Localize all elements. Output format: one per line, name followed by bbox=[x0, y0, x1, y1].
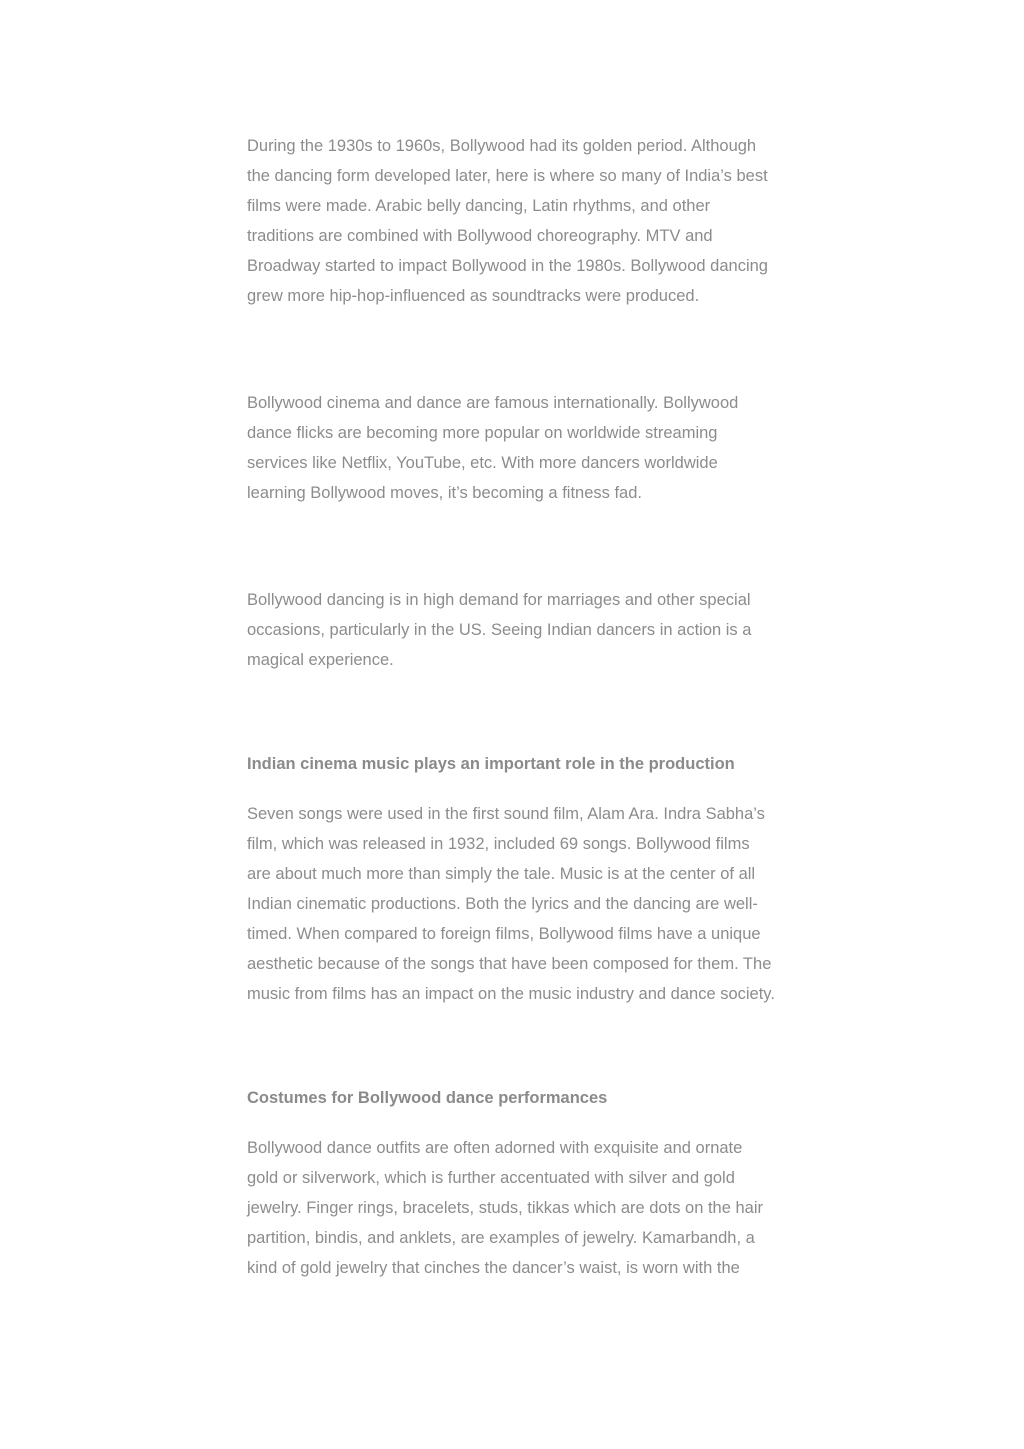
spacer bbox=[247, 508, 775, 585]
spacer bbox=[247, 1009, 775, 1086]
paragraph-golden-period: During the 1930s to 1960s, Bollywood had its golden period. Although the dancing form developed later, here is where so many of India’s best films were made. Arabic belly dancing, Latin rhythms, and other traditions are combined with Bollywood choreography. MTV and Broadway started to impact Bollywood in the 1980s. Bollywood dancing grew more hip-hop-influenced as soundtracks were produced. bbox=[247, 137, 768, 305]
section-heading-costumes: Costumes for Bollywood dance performances bbox=[247, 1089, 608, 1107]
spacer bbox=[247, 311, 775, 388]
paragraph-international-fame: Bollywood cinema and dance are famous internationally. Bollywood dance flicks are becoming more popular on worldwide streaming services like Netflix, YouTube, etc. With more dancers worldwide learning Bollywood moves, it’s becoming a fitness fad. bbox=[247, 394, 739, 502]
section-heading-music: Indian cinema music plays an important role in the production bbox=[247, 755, 735, 773]
spacer bbox=[247, 776, 775, 799]
paragraph-special-occasions: Bollywood dancing is in high demand for marriages and other special occasions, particularly in the US. Seeing Indian dancers in action is a magical experience. bbox=[247, 591, 752, 669]
spacer bbox=[247, 1110, 775, 1133]
spacer bbox=[247, 675, 775, 752]
article-body bbox=[247, 131, 775, 1283]
paragraph-costumes: Bollywood dance outfits are often adorned with exquisite and ornate gold or silverwork, which is further accentuated with silver and gold jewelry. Finger rings, bracelets, studs, tikkas which are dots on the hair partition, bindis, and anklets, are examples of jewelry. Kamarbandh, a kind of gold jewelry that cinches the dancer’s waist, is worn with the bbox=[247, 1139, 764, 1277]
paragraph-music-role: Seven songs were used in the first sound film, Alam Ara. Indra Sabha’s film, which was released in 1932, included 69 songs. Bollywood films are about much more than simply the tale. Music is at the center of all Indian cinematic productions. Both the lyrics and the dancing are well-timed. When compared to foreign films, Bollywood films have a unique aesthetic because of the songs that have been composed for them. The music from films has an impact on the music industry and dance society. bbox=[247, 805, 775, 1003]
